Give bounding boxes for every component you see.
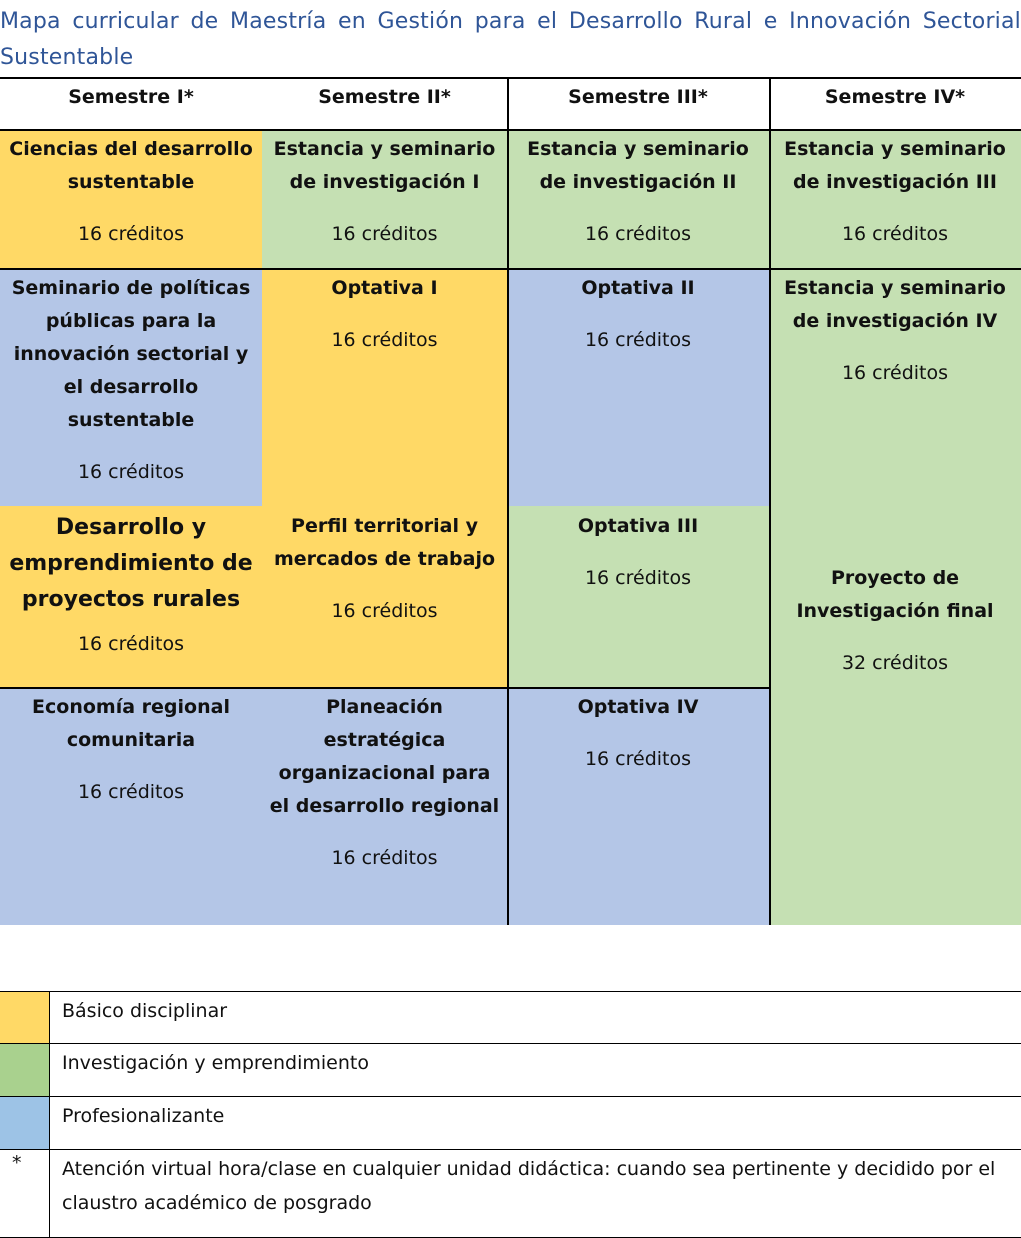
course-credits: 16 créditos — [77, 633, 185, 655]
course-credits: 16 créditos — [331, 600, 438, 622]
course-cell — [769, 558, 1021, 698]
grid-border — [507, 77, 509, 925]
header-semestre-1 — [0, 77, 262, 129]
course-cell — [769, 129, 1021, 268]
header-label: Semestre II* — [318, 86, 451, 108]
course-cell — [507, 687, 769, 925]
legend-row-asterisk — [0, 1150, 1021, 1238]
course-credits: 16 créditos — [77, 223, 185, 245]
grid-border — [0, 77, 1021, 79]
header-semestre-3 — [507, 77, 769, 129]
grid-border — [0, 268, 1021, 270]
course-name: Optativa IV — [577, 696, 699, 718]
legend-label: Profesionalizante — [62, 1105, 225, 1127]
page-title — [0, 4, 1021, 76]
course-credits: 16 créditos — [331, 223, 438, 245]
course-credits: 16 créditos — [841, 223, 949, 245]
course-credits: 16 créditos — [584, 223, 692, 245]
course-name: Desarrollo y emprendimiento de proyectos rurales — [9, 515, 253, 612]
legend-label: Atención virtual hora/clase en cualquier unidad didáctica: cuando sea pertinente y decidido por el claustro académico de posgrado — [62, 1158, 996, 1214]
color-swatch — [0, 1097, 50, 1149]
grid-border — [0, 687, 769, 689]
legend-row-investigacion — [0, 1044, 1021, 1097]
course-name: Proyecto de Investigación final — [796, 567, 994, 622]
course-cell — [507, 129, 769, 268]
course-credits: 16 créditos — [841, 362, 949, 384]
grid-border — [769, 77, 771, 925]
course-name: Estancia y seminario de investigación II — [527, 138, 749, 193]
legend-row-basico — [0, 991, 1021, 1044]
course-cell — [262, 506, 507, 687]
color-swatch — [0, 1044, 50, 1096]
legend-row-profesionalizante — [0, 1097, 1021, 1150]
course-name: Perfil territorial y mercados de trabajo — [273, 515, 496, 570]
header-label: Semestre I* — [68, 86, 194, 108]
legend-label: Básico disciplinar — [62, 1000, 228, 1022]
legend-label: Investigación y emprendimiento — [62, 1052, 369, 1074]
course-credits: 16 créditos — [584, 567, 692, 589]
header-semestre-4 — [769, 77, 1021, 129]
course-credits: 32 créditos — [841, 652, 949, 674]
curriculum-grid — [0, 77, 1021, 925]
color-swatch — [0, 992, 50, 1043]
course-name: Estancia y seminario de investigación IV — [784, 277, 1006, 332]
course-name: Optativa I — [331, 277, 438, 299]
course-cell — [262, 687, 507, 925]
course-cell — [0, 687, 262, 925]
course-name: Estancia y seminario de investigación I — [273, 138, 496, 193]
course-cell — [0, 506, 262, 687]
asterisk-cell — [0, 1150, 50, 1237]
course-credits: 16 créditos — [331, 329, 438, 351]
course-credits: 16 créditos — [77, 781, 185, 803]
course-cell — [0, 268, 262, 506]
asterisk-symbol: * — [12, 1152, 22, 1174]
course-name: Ciencias del desarrollo sustentable — [9, 138, 253, 193]
course-credits: 16 créditos — [331, 847, 438, 869]
title-line-1: Mapa curricular de Maestría en Gestión para el Desarrollo Rural e Innovación Sectorial — [0, 9, 1021, 34]
course-cell — [507, 506, 769, 687]
course-cell — [262, 268, 507, 506]
course-cell — [507, 268, 769, 506]
course-credits: 16 créditos — [584, 748, 692, 770]
title-line-2: Sustentable — [0, 45, 134, 70]
course-name: Optativa III — [577, 515, 699, 537]
course-name: Estancia y seminario de investigación III — [784, 138, 1006, 193]
grid-border — [0, 129, 1021, 131]
course-name: Planeación estratégica organizacional para el desarrollo regional — [269, 696, 500, 817]
course-cell — [0, 129, 262, 268]
course-name: Seminario de políticas públicas para la innovación sectorial y el desarrollo sustentable — [11, 277, 251, 431]
header-label: Semestre IV* — [824, 86, 966, 108]
course-name: Economía regional comunitaria — [32, 696, 230, 751]
course-credits: 16 créditos — [77, 461, 185, 483]
course-name: Optativa II — [581, 277, 695, 299]
header-label: Semestre III* — [568, 86, 708, 108]
header-semestre-2 — [262, 77, 507, 129]
course-cell — [262, 129, 507, 268]
course-credits: 16 créditos — [584, 329, 692, 351]
